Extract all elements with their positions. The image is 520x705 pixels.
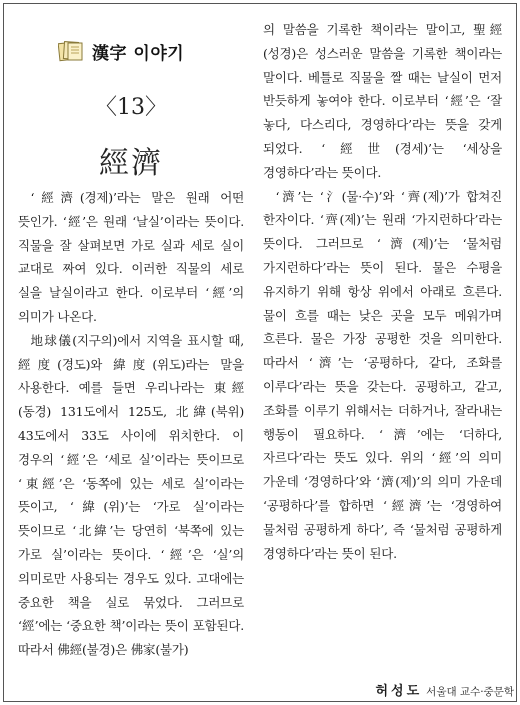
byline <box>375 680 514 699</box>
book-icon <box>58 40 84 62</box>
issue-number: 〈13〉 <box>95 95 167 120</box>
paragraph: 地球儀(지구의)에서 지역을 표시할 때, 經度(경도)와 緯度(위도)라는 말을 사용한다. 예를 들면 우리나라는 東經(동경) 131도에서 125도, 北緯(북위) 43도에서 33도 사이에 위치한다. 이 경우의 ‘經’은 ‘세로 실’이라는 뜻이므로 ‘東經’은 ‘동쪽에 있는 세로 실’이라는 뜻이고, ‘緯(위)’는 ‘가로 실’이라는 뜻이므로 ‘北緯’는 당연히 ‘북쪽에 있는 가로 실’이라는 뜻이다. ‘經’은 ‘실’의 의미로만 사용되는 경우도 있다. 고대에는 중요한 책을 실로 묶었다. 그러므로 ‘經’에는 ‘중요한 책’이라는 뜻이 포함된다. 따라서 佛經(불경)은 佛家(불가) <box>18 332 244 658</box>
right-text-block <box>263 18 502 565</box>
author-name: 허성도 <box>375 684 423 699</box>
headline: 經濟 <box>99 146 163 181</box>
left-text-block <box>18 186 244 662</box>
author-affiliation: 서울대 교수·중문학 <box>426 686 514 698</box>
paragraph: ‘經濟(경제)’라는 말은 원래 어떤 뜻인가. ‘經’은 원래 ‘날실’이라는 뜻이다. 직물을 잘 살펴보면 가로 실과 세로 실이 교대로 짜여 있다. 이러한 직물의 세로 실을 날실이라고 한다. 이로부터 ‘經’의 의미가 나온다. <box>18 190 244 324</box>
left-column <box>18 18 244 693</box>
series-header <box>58 36 244 66</box>
series-title: 漢字 이야기 <box>92 43 185 64</box>
paragraph: 의 말씀을 기록한 책이라는 말이고, 聖經(성경)은 성스러운 말씀을 기록한 책이라는 말이다. 베틀로 직물을 짤 때는 날실이 먼저 반듯하게 놓여야 한다. 이로부터 ‘經’은 ‘잘 놓다, 다스리다, 경영하다’라는 뜻을 갖게 되었다. ‘經世(경세)’는 ‘세상을 경영하다’라는 뜻이다. <box>263 22 502 180</box>
right-column <box>263 18 502 693</box>
paragraph: ‘濟’는 ‘氵(물·수)’와 ‘齊(제)’가 합쳐진 한자이다. ‘齊(제)’는 원래 ‘가지런하다’라는 뜻이다. 그러므로 ‘濟(제)’는 ‘물처럼 가지런하다’라는 뜻이 된다. 물은 수평을 유지하기 위해 항상 위에서 아래로 흐른다. 물이 흐를 때는 낮은 곳을 모두 메워가며 흐른다. 물은 가장 공평한 것을 의미한다. 따라서 ‘濟’는 ‘공평하다, 같다, 조화를 이루다’라는 뜻을 갖는다. 공평하고, 같고, 조화를 이루기 위해서는 더하거나, 잘라내는 행동이 필요하다. ‘濟’에는 ‘더하다, 자르다’라는 뜻도 있다. 위의 ‘經’의 의미 가운데 ‘경영하다’와 ‘濟(제)’의 의미 가운데 ‘공평하다’를 합하면 ‘經濟’는 ‘경영하여 물처럼 공평하게 하다’, 즉 ‘물처럼 공평하게 경영하다’라는 뜻이 된다. <box>263 188 502 561</box>
